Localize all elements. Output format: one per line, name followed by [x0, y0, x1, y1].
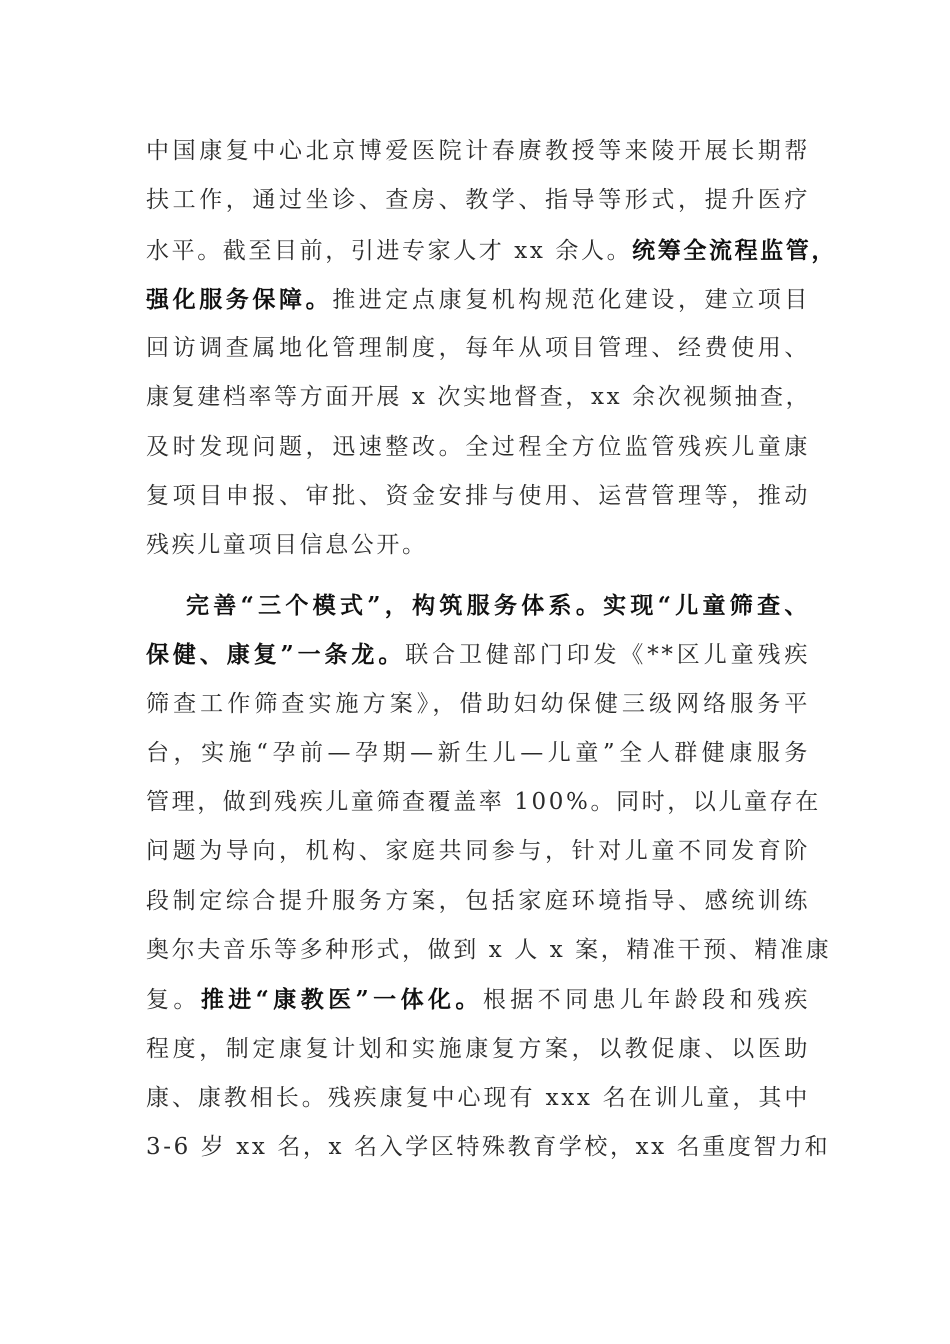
- text-line: [146, 275, 810, 324]
- paragraph-supervision: [146, 127, 837, 571]
- text-line: 台，实施“孕前—孕期—新生儿—儿童”全人群健康服务: [146, 739, 810, 766]
- text-line: [146, 226, 837, 275]
- bold-heading-run: 强化服务保障。: [146, 285, 333, 313]
- text-line: 问题为导向，机构、家庭共同参与，针对儿童不同发育阶: [146, 838, 810, 865]
- text-line: 复项目申报、审批、资金安排与使用、运营管理等，推动: [146, 483, 810, 510]
- text-line: [146, 975, 810, 1024]
- text-line: 奥尔夫音乐等多种形式，做到 x 人 x 案，精准干预、精准康: [146, 937, 832, 964]
- bold-heading-run: 统筹全流程监管，: [632, 236, 837, 264]
- text-line: 康复建档率等方面开展 x 次实地督查，xx 余次视频抽查，: [146, 384, 812, 411]
- text-line: 管理，做到残疾儿童筛查覆盖率 100%。同时，以儿童存在: [146, 789, 821, 816]
- text-line: [146, 630, 810, 679]
- paragraph-service-system: [146, 581, 832, 1173]
- bold-heading-run: 保健、康复”一条龙。: [146, 641, 406, 669]
- text-line: 3-6 岁 xx 名，x 名入学区特殊教育学校，xx 名重度智力和: [146, 1134, 831, 1161]
- text-line: 扶工作，通过坐诊、查房、教学、指导等形式，提升医疗: [146, 187, 810, 214]
- text-run: 根据不同患儿年龄段和残疾: [482, 987, 810, 1014]
- text-line: 中国康复中心北京博爱医院计春赓教授等来陵开展长期帮: [146, 138, 810, 164]
- text-line: 及时发现问题，迅速整改。全过程全方位监管残疾儿童康: [146, 433, 810, 460]
- text-line: 回访调查属地化管理制度，每年从项目管理、经费使用、: [146, 335, 810, 362]
- text-line: 筛查工作筛查实施方案》，借助妇幼保健三级网络服务平: [146, 690, 810, 717]
- text-run: 推进定点康复机构规范化建设，建立项目: [332, 286, 810, 313]
- text-line: 段制定综合提升服务方案，包括家庭环境指导、感统训练: [146, 887, 810, 914]
- text-line: 康、康教相长。残疾康复中心现有 xxx 名在训儿童，其中: [146, 1084, 810, 1111]
- text-run: 复。: [146, 987, 201, 1014]
- text-run: 水平。截至目前，引进专家人才 xx 余人。: [146, 237, 633, 264]
- section-heading-line: 完善“三个模式”，构筑服务体系。实现“儿童筛查、: [186, 592, 810, 619]
- text-line: 程度，制定康复计划和实施康复方案，以教促康、以医助: [146, 1035, 810, 1062]
- bold-heading-run: 推进“康教医”一体化。: [200, 986, 483, 1014]
- text-run: 联合卫健部门印发《**区儿童残疾: [405, 642, 810, 669]
- text-line-last: 残疾儿童项目信息公开。: [146, 532, 428, 559]
